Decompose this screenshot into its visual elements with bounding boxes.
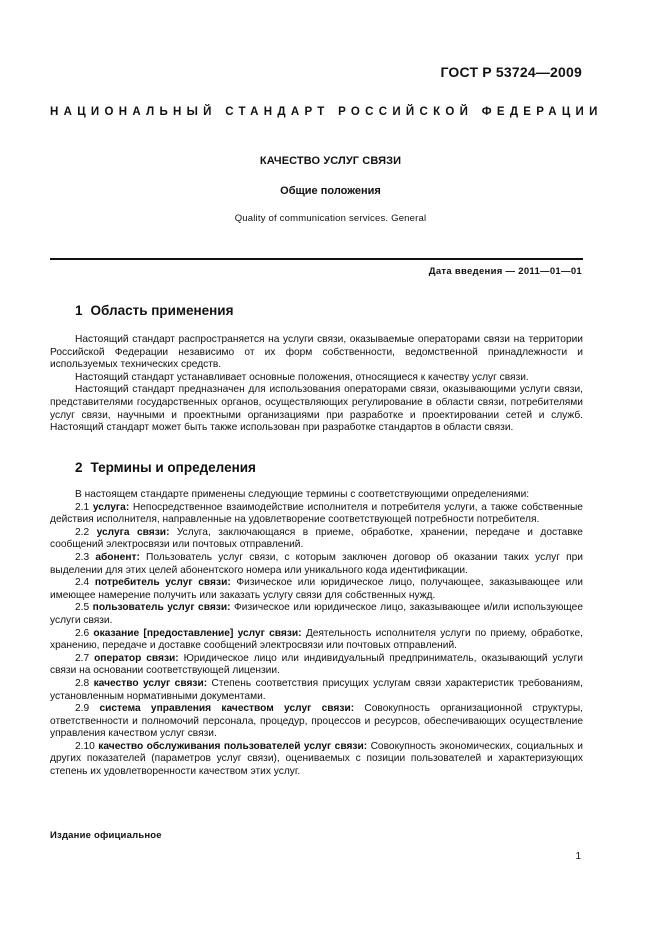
term: абонент: bbox=[95, 551, 140, 563]
section-2-heading bbox=[75, 460, 256, 475]
paragraph: Настоящий стандарт распространяется на услуги связи, оказываемые операторами связи на территории Российской Федерации независимо от их форм собственности, ведомственной принадлежности и используемых технических средств. bbox=[50, 334, 583, 371]
term-definition: 2.10 качество обслуживания пользователей услуг связи: Совокупность экономических, социальных и других показателей (параметров услуг связи), оцениваемых с позиции пользователей и характеризующих степень их удовлетворенности качеством этих услуг. bbox=[50, 740, 583, 778]
section-number: 1 bbox=[75, 303, 83, 318]
paragraph: В настоящем стандарте применены следующие термины с соответствующими определениями: bbox=[75, 489, 530, 500]
definition: Непосредственное взаимодействие исполнителя и потребителя услуги, а также собственные действия исполнителя, направленные на удовлетворение соответствующей потребности потребителя. bbox=[50, 501, 583, 526]
definition: Совокупность организационной структуры, ответственности и полномочий персонала, процедур, процессов и ресурсов, обеспечивающих осуществление управления качеством услуг связи. bbox=[50, 703, 583, 740]
document-title: КАЧЕСТВО УСЛУГ СВЯЗИ bbox=[259, 155, 402, 167]
section-1-heading bbox=[75, 303, 233, 318]
definition: Пользователь услуг связи, с которым заключен договор об оказании таких услуг при выделении для этих целей абонентского номера или уникального кода идентификации. bbox=[50, 551, 583, 576]
section-number: 2 bbox=[75, 460, 83, 475]
definition: Физическое или юридическое лицо, получающее, заказывающее или имеющее намерение получить или заказать услугу связи для собственных нужд. bbox=[50, 577, 583, 601]
definition: Совокупность экономических, социальных и других показателей (параметров услуг связи), оцениваемых с позиции пользователей и характеризующих степень их удовлетворенности качеством этих услуг. bbox=[50, 740, 583, 778]
section-1-body bbox=[50, 334, 583, 435]
document-subtitle: Общие положения bbox=[280, 185, 381, 197]
document-title-english: Quality of communication services. General bbox=[234, 213, 427, 224]
term: услуга связи: bbox=[96, 526, 170, 538]
term: потребитель услуг связи: bbox=[94, 577, 231, 589]
official-edition-note: Издание официальное bbox=[50, 830, 162, 841]
section-2-body bbox=[50, 489, 583, 779]
term-definition: 2.3 абонент: Пользователь услуг связи, с которым заключен договор об оказании таких услуг при выделении для этих целей абонентского номера или уникального кода идентификации. bbox=[50, 551, 583, 576]
paragraph: Настоящий стандарт устанавливает основные положения, относящиеся к качеству услуг связи. bbox=[75, 371, 529, 383]
term: оператор связи: bbox=[94, 652, 179, 664]
paragraph: Настоящий стандарт предназначен для использования операторами связи, оказывающими услуги связи, представителями государственных органов, осуществляющих регулирование в области связи, потребителями услуг связи, научными и проектными организациями при разработке и проектировании сетей и служб. Настоящий стандарт может быть также использован при разработке стандартов в области связи. bbox=[50, 384, 583, 434]
term-definition: 2.6 оказание [предоставление] услуг связи: Деятельность исполнителя услуги по приему, обработке, хранению, передаче и доставке сообщений электросвязи или почтовых отправлений. bbox=[50, 627, 583, 652]
term: оказание [предоставление] услуг связи: bbox=[93, 627, 302, 639]
term: система управления качеством услуг связи: bbox=[99, 703, 355, 715]
term-definition: 2.4 потребитель услуг связи: Физическое или юридическое лицо, получающее, заказывающее или имеющее намерение получить или заказать услугу связи для собственных нужд. bbox=[50, 577, 583, 601]
term: пользователь услуг связи: bbox=[92, 602, 231, 614]
term-definition: 2.7 оператор связи: Юридическое лицо или индивидуальный предприниматель, оказывающий услуги связи на основании соответствующей лицензии. bbox=[50, 652, 584, 677]
page-number: 1 bbox=[575, 851, 581, 862]
term-definition: 2.2 услуга связи: Услуга, заключающаяся в приеме, обработке, хранении, передаче и доставке сообщений электросвязи или почтовых отправлений. bbox=[50, 526, 583, 551]
term-definition: 2.1 услуга: Непосредственное взаимодействие исполнителя и потребителя услуги, а также собственные действия исполнителя, направленные на удовлетворение соответствующей потребности потребителя. bbox=[50, 501, 583, 526]
section-title: Термины и определения bbox=[90, 460, 256, 475]
definition: Юридическое лицо или индивидуальный предприниматель, оказывающий услуги связи на основании соответствующей лицензии. bbox=[50, 652, 584, 677]
term: качество услуг связи: bbox=[93, 677, 208, 689]
header-divider bbox=[50, 258, 583, 260]
term-definition: 2.9 система управления качеством услуг связи: Совокупность организационной структуры, ответственности и полномочий персонала, процедур, процессов и ресурсов, обеспечивающих осуществление управления качеством услуг связи. bbox=[50, 703, 583, 740]
term: качество обслуживания пользователей услуг связи: bbox=[98, 740, 368, 752]
definition: Физическое или юридическое лицо, заказывающее и/или использующее услуги связи. bbox=[50, 602, 583, 626]
term-definition: 2.5 пользователь услуг связи: Физическое или юридическое лицо, заказывающее и/или использующее услуги связи. bbox=[50, 602, 583, 626]
term: услуга: bbox=[92, 501, 130, 513]
definition: Деятельность исполнителя услуги по приему, обработке, хранению, передаче и доставке сообщений электросвязи или почтовых отправлений. bbox=[50, 627, 583, 652]
definition: Услуга, заключающаяся в приеме, обработке, хранении, передаче и доставке сообщений электросвязи или почтовых отправлений. bbox=[50, 526, 583, 551]
document-number: ГОСТ Р 53724—2009 bbox=[440, 64, 582, 80]
section-title: Область применения bbox=[90, 303, 234, 318]
national-standard-banner: НАЦИОНАЛЬНЫЙ СТАНДАРТ РОССИЙСКОЙ ФЕДЕРАЦИИ bbox=[50, 106, 603, 118]
introduction-date: Дата введения — 2011—01—01 bbox=[428, 266, 582, 277]
term-definition: 2.8 качество услуг связи: Степень соответствия присущих услугам связи характеристик требованиям, установленным нормативными документами. bbox=[50, 677, 583, 702]
definition: Степень соответствия присущих услугам связи характеристик требованиям, установленным нормативными документами. bbox=[50, 677, 583, 702]
